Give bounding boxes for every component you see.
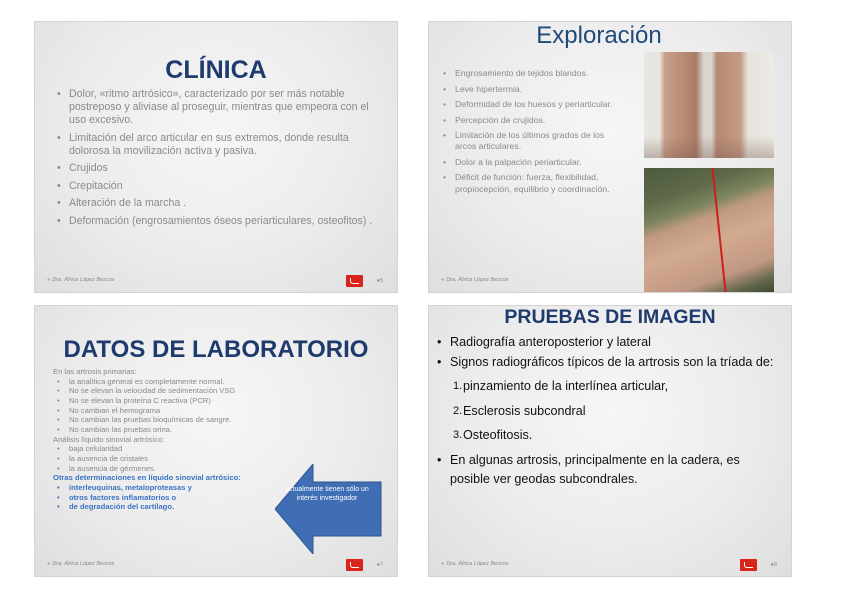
slide-pruebas-imagen[interactable] (428, 305, 792, 577)
footer-author: ● Dra. África López Bescos (47, 561, 115, 567)
bullet-item: • Dolor a la palpación periarticular. (443, 157, 621, 168)
slide-title: PRUEBAS DE IMAGEN (504, 306, 716, 328)
footer-author-text: Dra. África López Bescos (446, 561, 509, 567)
page-number-text: 8 (773, 562, 777, 568)
lab-line: Otras determinaciones en líquido sinovial artrósico: (53, 473, 241, 483)
lab-line: • la analítica general es completamente normal. (53, 377, 313, 387)
item-number: 2. (453, 404, 463, 417)
numbered-item (437, 402, 781, 422)
lab-line: En las artrosis primarias: (53, 367, 137, 376)
logo-icon (740, 559, 757, 571)
footer-author: ● Dra. África López Bescos (47, 277, 115, 283)
bullet-item: • Crepitación (57, 180, 377, 193)
bullet-item: • Percepción de crujidos. (443, 115, 621, 126)
bullet-item: • Deformación (engrosamientos óseos periarticulares, osteofitos) . (57, 215, 377, 228)
lab-text-body (53, 367, 313, 512)
page-number-text: 5 (379, 278, 383, 284)
bullet-item: • Leve hipertermia. (443, 84, 621, 95)
page-number: ●7 (376, 562, 383, 568)
callout-text: actualmente tienen sólo un interés investigador (285, 486, 369, 502)
bullet-item: • Déficit de función: fuerza, flexibilidad, propiocepción, equilibrio y coordinación. (443, 172, 621, 195)
left-arrow-callout-icon (275, 464, 383, 554)
item-number: 3. (453, 429, 463, 441)
bullet-item: • Alteración de la marcha . (57, 197, 377, 210)
footer-author-text: Dra. África López Bescos (52, 561, 115, 567)
bullet-item: • Signos radiográficos típicos de la artrosis son la tríada de: (437, 353, 781, 373)
item-text: Osteofitosis. (463, 428, 533, 442)
bullet-list (437, 333, 781, 490)
slide-datos-laboratorio[interactable] (34, 305, 398, 577)
numbered-item (437, 377, 781, 397)
lab-line: • la ausencia de cristales (53, 454, 313, 464)
footer-author-text: Dra. África López Bescos (52, 277, 115, 283)
lab-line: • la ausencia de gérmenes. (53, 464, 313, 474)
bullet-item: • Crujidos (57, 162, 377, 175)
page-number: ●8 (770, 562, 777, 568)
lab-line: • de degradación del cartílago. (53, 502, 313, 512)
lab-line: • No cambian el hemograma (53, 406, 313, 416)
lab-line: • interleuquinas, metaloproteasas y (53, 483, 313, 493)
knee-photo-side (644, 168, 774, 292)
page-number-text: 7 (379, 562, 383, 568)
lab-line: • No se elevan la velocidad de sedimentación VSG (53, 386, 313, 396)
bullet-list (57, 88, 377, 232)
lab-line: • No cambian las pruebas orina. (53, 425, 313, 435)
bullet-item: • Engrosamiento de tejidos blandos. (443, 68, 621, 79)
slide-title: CLÍNICA (165, 56, 267, 84)
item-text: pinzamiento de la interlínea articular, (463, 379, 669, 393)
lab-line: • baja celularidad (53, 444, 313, 454)
bullet-item: • Radiografía anteroposterior y lateral (437, 333, 781, 353)
bullet-item: • En algunas artrosis, principalmente en la cadera, es posible ver geodas subcondrales. (437, 451, 781, 490)
page-number: ●5 (376, 278, 383, 284)
lab-line: • otros factores inflamatorios o (53, 493, 313, 503)
lab-line: • No cambian las pruebas bioquímicas de sangre. (53, 415, 313, 425)
knee-photo-front (644, 52, 774, 158)
item-number: 1. (453, 380, 463, 392)
item-text: Esclerosis subcondral (463, 403, 586, 418)
bullet-item: • Limitación del arco articular en sus extremos, donde resulta dolorosa la movilización activa y pasiva. (57, 132, 377, 158)
footer-author: ● Dra. África López Bescos (441, 277, 509, 283)
lab-line: Análisis líquido sinovial artrósico: (53, 434, 165, 444)
bullet-item: • Limitación de los últimos grados de los arcos articulares. (443, 130, 621, 153)
numbered-item (437, 426, 781, 446)
footer-author-text: Dra. África López Bescos (446, 277, 509, 283)
footer-author: ● Dra. África López Bescos (441, 561, 509, 567)
lab-line: • No se elevan la proteína C reactiva (PCR) (53, 396, 313, 406)
slide-clinica[interactable] (34, 21, 398, 293)
slide-title: DATOS DE LABORATORIO (63, 336, 369, 363)
bullet-item: • Dolor, «ritmo artrósico», caracterizado por ser más notable postreposo y aliviase al proseguir, mientras que empeora con el uso excesivo. (57, 88, 377, 128)
logo-icon (346, 275, 363, 287)
bullet-list (443, 68, 621, 199)
bullet-item: • Deformidad de los huesos y periarticular. (443, 99, 621, 110)
logo-icon (346, 559, 363, 571)
slide-title: Exploración (536, 22, 662, 49)
alignment-line (711, 168, 726, 292)
slide-exploracion[interactable] (428, 21, 792, 293)
